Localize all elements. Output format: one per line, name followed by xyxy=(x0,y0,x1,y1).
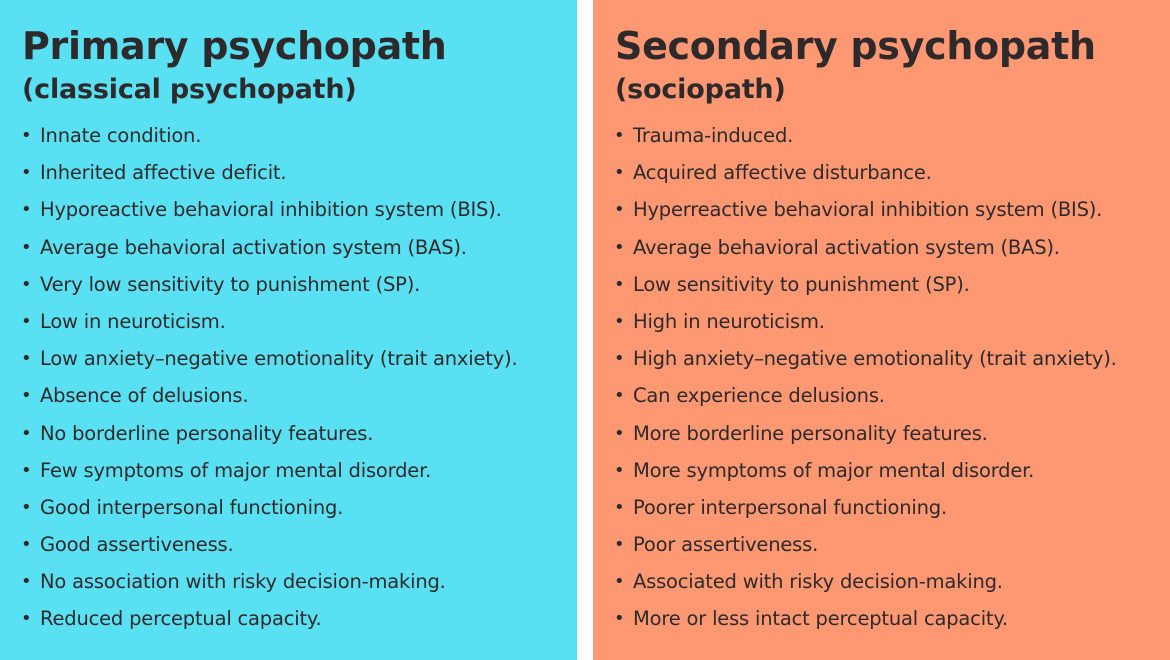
bullet-icon: • xyxy=(614,273,625,295)
bullet-icon: • xyxy=(614,385,625,407)
list-item-text: Low sensitivity to punishment (SP). xyxy=(633,272,970,296)
list-item-text: No borderline personality features. xyxy=(40,421,374,445)
bullet-icon: • xyxy=(614,125,625,146)
list-item-text: Trauma-induced. xyxy=(633,124,794,147)
bullet-icon: • xyxy=(21,459,32,481)
bullet-icon: • xyxy=(21,422,32,444)
bullet-icon: • xyxy=(21,310,32,332)
list-item-text: Good assertiveness. xyxy=(40,533,234,557)
primary-psychopath-panel xyxy=(0,0,577,660)
list-item-text: Associated with risky decision-making. xyxy=(633,570,1003,594)
list-item-text: Few symptoms of major mental disorder. xyxy=(40,458,432,482)
secondary-title: Secondary psychopath xyxy=(615,24,1096,68)
list-item-text: More borderline personality features. xyxy=(633,421,988,445)
bullet-icon: • xyxy=(21,385,32,407)
list-item-text: Poorer interpersonal functioning. xyxy=(633,495,947,519)
primary-title: Primary psychopath xyxy=(22,24,447,68)
list-item-text: More symptoms of major mental disorder. xyxy=(633,458,1035,482)
bullet-icon: • xyxy=(614,571,625,593)
list-item-text: Average behavioral activation system (BAS). xyxy=(40,235,467,259)
bullet-icon: • xyxy=(21,125,32,146)
bullet-icon: • xyxy=(21,162,32,184)
list-item-text: Acquired affective disturbance. xyxy=(633,161,932,185)
bullet-icon: • xyxy=(21,534,32,556)
list-item-text: Inherited affective deficit. xyxy=(40,161,287,185)
bullet-icon: • xyxy=(614,310,625,332)
list-item-text: Hyperreactive behavioral inhibition system (BIS). xyxy=(633,198,1103,222)
list-item-text: Hyporeactive behavioral inhibition system (BIS). xyxy=(40,198,502,222)
list-item-text: High anxiety–negative emotionality (trait anxiety). xyxy=(633,347,1117,371)
bullet-icon: • xyxy=(614,162,625,184)
list-item-text: Very low sensitivity to punishment (SP). xyxy=(40,272,421,296)
secondary-subtitle: (sociopath) xyxy=(615,74,786,105)
bullet-icon: • xyxy=(21,571,32,593)
list-item-text: Innate condition. xyxy=(40,124,202,147)
bullet-icon: • xyxy=(21,199,32,221)
primary-subtitle: (classical psychopath) xyxy=(22,74,357,105)
bullet-icon: • xyxy=(21,348,32,370)
list-item-text: Average behavioral activation system (BAS). xyxy=(633,235,1060,259)
bullet-icon: • xyxy=(614,496,625,518)
list-item-text: High in neuroticism. xyxy=(633,309,825,333)
bullet-icon: • xyxy=(21,496,32,518)
bullet-icon: • xyxy=(614,608,625,630)
list-item-text: Reduced perceptual capacity. xyxy=(40,607,322,631)
secondary-psychopath-panel xyxy=(593,0,1170,660)
bullet-icon: • xyxy=(21,608,32,630)
list-item-text: No association with risky decision-making. xyxy=(40,570,446,594)
bullet-icon: • xyxy=(614,534,625,556)
bullet-icon: • xyxy=(614,236,625,258)
bullet-icon: • xyxy=(614,459,625,481)
list-item-text: Low in neuroticism. xyxy=(40,309,226,333)
list-item-text: More or less intact perceptual capacity. xyxy=(633,607,1008,631)
bullet-icon: • xyxy=(614,199,625,221)
list-item-text: Low anxiety–negative emotionality (trait anxiety). xyxy=(40,347,518,371)
bullet-icon: • xyxy=(21,273,32,295)
list-item-text: Good interpersonal functioning. xyxy=(40,495,344,519)
bullet-icon: • xyxy=(614,422,625,444)
bullet-icon: • xyxy=(614,348,625,370)
bullet-icon: • xyxy=(21,236,32,258)
list-item-text: Can experience delusions. xyxy=(633,384,885,408)
list-item-text: Absence of delusions. xyxy=(40,384,249,408)
list-item-text: Poor assertiveness. xyxy=(633,533,819,557)
